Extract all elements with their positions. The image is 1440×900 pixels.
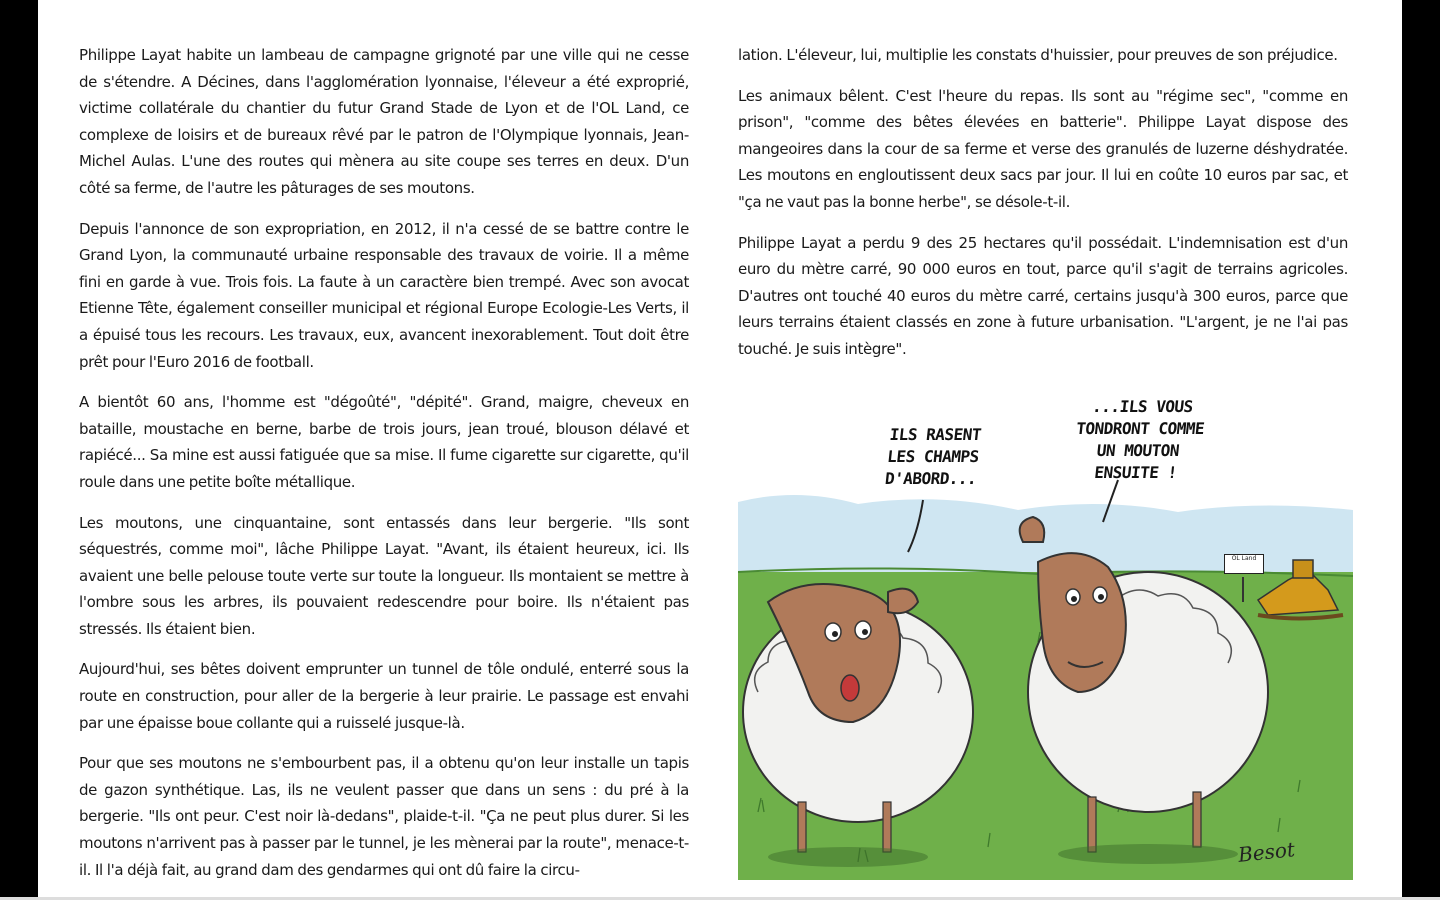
speech-bubble-left: ILS RASENT LES CHAMPS D'ABORD... xyxy=(884,425,983,488)
paragraph: Depuis l'annonce de son expropriation, en 2012, il n'a cessé de se battre contre le Grand Lyon, la communauté urbaine responsable des travaux de voirie. Il a même fini en garde à vue. Trois fois. La faute à un caractère bien trempé. Avec son avocat Etienne Tête, également conseiller municipal et régional Europe Ecologie-Les Verts, il a épuisé tous les recours. Les travaux, eux, avancent inexorablement. Tout doit être prêt pour l'Euro 2016 de football. xyxy=(79,219,689,371)
document-page xyxy=(38,0,1402,897)
paragraph: lation. L'éleveur, lui, multiplie les constats d'huissier, pour preuves de son préjudice. xyxy=(738,46,1338,64)
paragraph: Les animaux bêlent. C'est l'heure du repas. Ils sont au "régime sec", "comme en prison", "comme des bêtes élevées en batterie". Philippe Layat dispose des mangeoires dans la cour de sa ferme et verse des granulés de luzerne déshydratée. Les moutons en engloutissent deux sacs par jour. Il lui en coûte 10 euros par sac, et "ça ne vaut pas la bonne herbe", se désole-t-il. xyxy=(738,86,1348,211)
right-text-column xyxy=(738,42,1348,377)
speech-bubble-right: ...ILS VOUS TONDRONT COMME UN MOUTON ENSUITE ! xyxy=(1075,397,1206,482)
left-text-column xyxy=(79,42,689,897)
paragraph: Pour que ses moutons ne s'embourbent pas, il a obtenu qu'on leur installe un tapis de gazon synthétique. Las, ils ne veulent passer que dans un sens : du pré à la bergerie. "Ils ont peur. C'est noir là-dedans", plaide-t-il. "Ça ne peut plus durer. Si les moutons n'arrivent pas à passer par le tunnel, je les mènerai par la route", menace-t-il. Il l'a déjà fait, au grand dam des gendarmes qui ont dû faire la circu- xyxy=(79,754,689,879)
artist-signature: Besot xyxy=(1236,837,1296,867)
paragraph: Les moutons, une cinquantaine, sont entassés dans leur bergerie. "Ils sont séquestrés, comme moi", lâche Philippe Layat. "Avant, ils étaient heureux, ici. Ils avaient une belle pelouse toute verte sur toute la longueur. Ils montaient se mettre à l'ombre sous les arbres, ils pouvaient redescendre pour boire. Ils n'étaient pas stressés. Ils étaient bien. xyxy=(79,513,689,638)
paragraph: A bientôt 60 ans, l'homme est "dégoûté", "dépité". Grand, maigre, cheveux en bataille, moustache en berne, barbe de trois jours, jean troué, blouson délavé et rapiécé... Sa mine est aussi fatiguée que sa mise. Il fume cigarette sur cigarette, qu'il roule dans une petite boîte métallique. xyxy=(79,393,689,491)
paragraph: Philippe Layat habite un lambeau de campagne grignoté par une ville qui ne cesse de s'étendre. A Décines, dans l'agglomération lyonnaise, l'éleveur a été exproprié, victime collatérale du chantier du futur Grand Stade de Lyon et de l'OL Land, ce complexe de loisirs et de bureaux rêvé par le patron de l'Olympique lyonnais, Jean-Michel Aulas. L'une des routes qui mènera au site coupe ses terres en deux. D'un côté sa ferme, de l'autre les pâturages de ses moutons. xyxy=(79,46,689,197)
paragraph: Philippe Layat a perdu 9 des 25 hectares qu'il possédait. L'indemnisation est d'un euro du mètre carré, 90 000 euros en tout, parce qu'il s'agit de terrains agricoles. D'autres ont touché 40 euros du mètre carré, certains jusqu'à 300 euros, parce que leurs terrains étaient classés en zone à future urbanisation. "L'argent, je ne l'ai pas touché. Je suis intègre". xyxy=(738,233,1348,358)
paragraph: Aujourd'hui, ses bêtes doivent emprunter un tunnel de tôle ondulé, enterré sous la route en construction, pour aller de la bergerie à leur prairie. Le passage est envahi par une épaisse boue collante qui a ruisselé jusque-là. xyxy=(79,660,689,732)
sheep-cartoon xyxy=(738,392,1353,880)
ol-land-sign: OL Land xyxy=(1224,554,1264,574)
cartoon-drawing xyxy=(738,392,1353,880)
